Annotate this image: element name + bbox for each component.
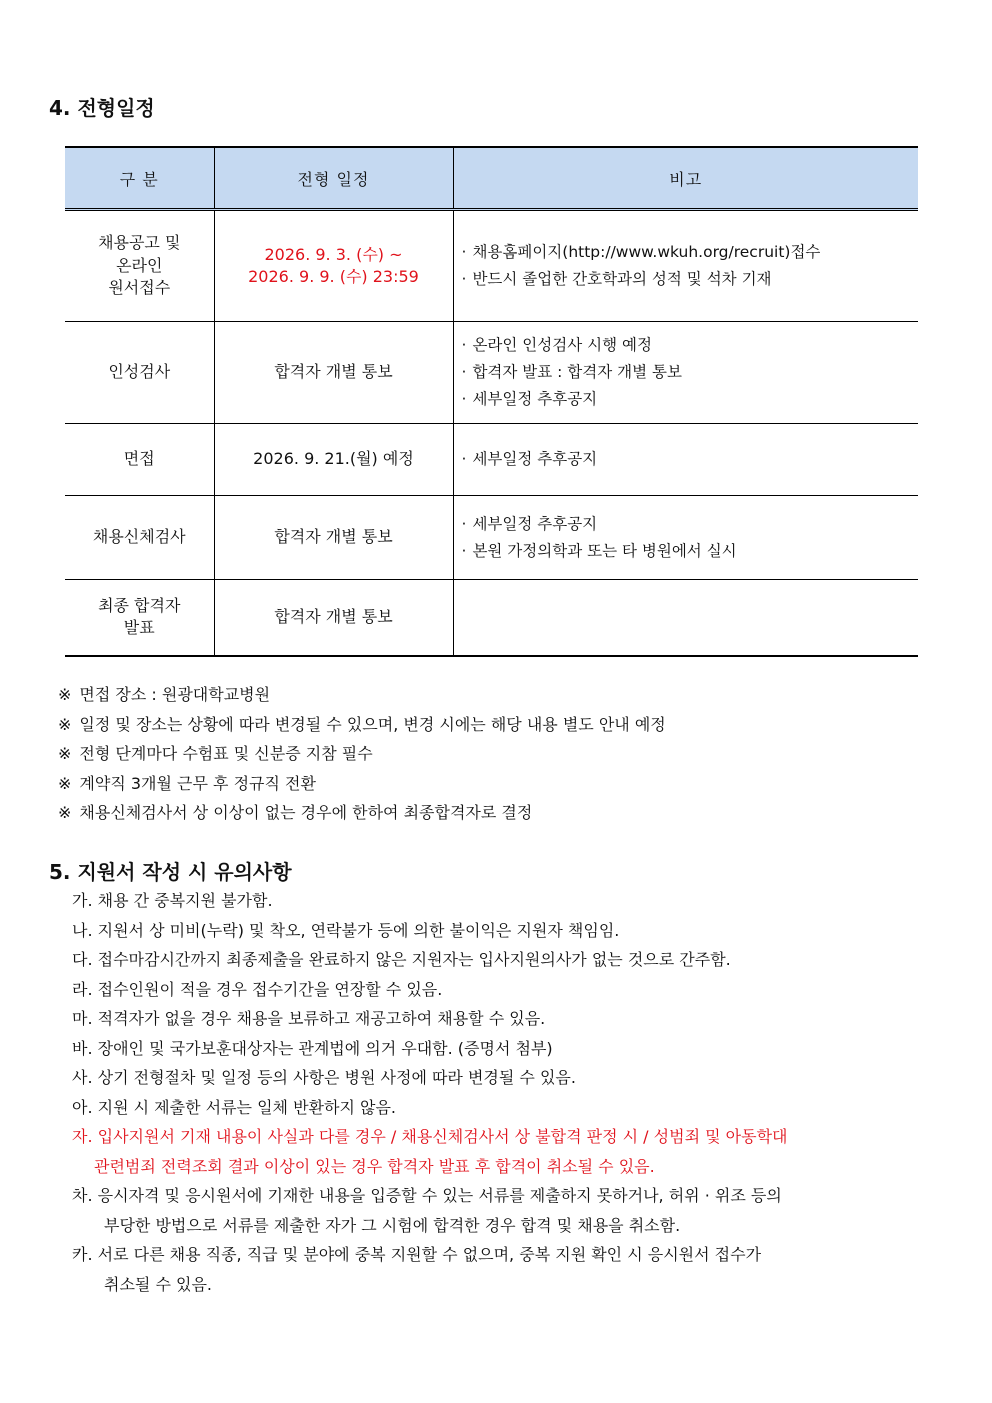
notice-item	[72, 1093, 787, 1123]
reference-mark: ※	[58, 803, 72, 822]
notice-text-continued: 관련범죄 전력조회 결과 이상이 있는 경우 합격자 발표 후 합격이 취소될 수 있음.	[94, 1156, 655, 1176]
category-text: 채용신체검사	[92, 527, 186, 547]
notice-text: 카. 서로 다른 채용 직종, 직급 및 분야에 중복 지원할 수 없으며, 중복 지원 확인 시 응시원서 접수가	[72, 1245, 762, 1264]
table-row	[65, 496, 918, 580]
row-schedule	[214, 580, 453, 656]
row-notes	[453, 210, 918, 322]
notice-text: 사. 상기 전형절차 및 일정 등의 사항은 병원 사정에 따라 변경될 수 있음.	[72, 1068, 576, 1087]
category-text: 최종 합격자 발표	[98, 595, 181, 638]
notice-text: 차. 응시자격 및 응시원서에 기재한 내용을 입증할 수 있는 서류를 제출하지 못하거나, 허위 · 위조 등의	[72, 1186, 782, 1205]
table-row	[65, 322, 918, 424]
remark-text: 계약직 3개월 근무 후 정규직 전환	[79, 773, 316, 793]
notice-text: 다. 접수마감시간까지 최종제출을 완료하지 않은 지원자는 입사지원의사가 없는 것으로 간주함.	[72, 950, 731, 969]
remarks-list	[58, 680, 666, 828]
table-row	[65, 580, 918, 656]
notice-item	[72, 916, 787, 946]
header-schedule: 전형 일정	[214, 147, 453, 210]
note-line: · 세부일정 추후공지	[462, 446, 918, 473]
section-5-title: 5. 지원서 작성 시 유의사항	[49, 860, 292, 884]
notice-text: 라. 접수인원이 적을 경우 접수기간을 연장할 수 있음.	[72, 979, 443, 999]
note-line: · 합격자 발표 : 합격자 개별 통보	[462, 359, 918, 386]
notice-item-highlight	[72, 1122, 787, 1181]
table-row	[65, 424, 918, 496]
notice-text: 아. 지원 시 제출한 서류는 일체 반환하지 않음.	[72, 1097, 396, 1117]
section-4-title: 4. 전형일정	[49, 96, 155, 120]
remark-text: 전형 단계마다 수험표 및 신분증 지참 필수	[79, 744, 373, 763]
row-category	[65, 322, 214, 424]
notice-item	[72, 975, 787, 1005]
note-line: · 온라인 인성검사 시행 예정	[462, 332, 918, 359]
category-text: 인성검사	[108, 362, 171, 382]
reference-mark: ※	[58, 744, 72, 763]
schedule-line: 2026. 9. 3. (수) ~	[264, 244, 403, 264]
reference-mark: ※	[58, 714, 72, 734]
notice-text: 나. 지원서 상 미비(누락) 및 착오, 연락불가 등에 의한 불이익은 지원자 책임임.	[72, 920, 620, 940]
notice-item	[72, 1034, 787, 1064]
remark-item	[58, 739, 666, 769]
category-text: 면접	[123, 449, 155, 469]
remark-text: 면접 장소 : 원광대학교병원	[79, 685, 271, 704]
reference-mark: ※	[58, 685, 72, 704]
row-category	[65, 496, 214, 580]
schedule-line: 합격자 개별 통보	[274, 607, 393, 627]
row-notes	[453, 496, 918, 580]
notice-text: 마. 적격자가 없을 경우 채용을 보류하고 재공고하여 채용할 수 있음.	[72, 1009, 546, 1028]
notice-text: 바. 장애인 및 국가보훈대상자는 관계법에 의거 우대함. (증명서 첨부)	[72, 1038, 553, 1058]
schedule-table	[65, 146, 918, 657]
remark-item	[58, 798, 666, 828]
category-text: 채용공고 및 온라인 원서접수	[98, 233, 181, 298]
row-notes	[453, 322, 918, 424]
table-row	[65, 210, 918, 322]
notice-item	[72, 1063, 787, 1093]
row-category	[65, 424, 214, 496]
row-schedule	[214, 322, 453, 424]
remark-item	[58, 769, 666, 799]
header-category: 구 분	[65, 147, 214, 210]
schedule-line: 2026. 9. 9. (수) 23:59	[248, 267, 419, 286]
row-schedule	[214, 424, 453, 496]
notice-list	[72, 886, 787, 1299]
notice-text: 자. 입사지원서 기재 내용이 사실과 다를 경우 / 채용신체검사서 상 불합격 판정 시 / 성범죄 및 아동학대	[72, 1127, 788, 1146]
row-schedule	[214, 496, 453, 580]
notice-item	[72, 1181, 787, 1240]
row-schedule	[214, 210, 453, 322]
remark-text: 채용신체검사서 상 이상이 없는 경우에 한하여 최종합격자로 결정	[79, 803, 533, 822]
header-notes: 비고	[453, 147, 918, 210]
row-notes	[453, 580, 918, 656]
schedule-line: 합격자 개별 통보	[274, 362, 393, 382]
remark-item	[58, 710, 666, 740]
notice-item	[72, 1240, 787, 1299]
notice-text-continued: 취소될 수 있음.	[104, 1274, 212, 1294]
reference-mark: ※	[58, 773, 72, 793]
row-notes	[453, 424, 918, 496]
notice-item	[72, 886, 787, 916]
note-line: · 세부일정 추후공지	[462, 511, 918, 538]
notice-text-continued: 부당한 방법으로 서류를 제출한 자가 그 시험에 합격한 경우 합격 및 채용을 취소함.	[104, 1215, 681, 1235]
note-line: · 채용홈페이지(http://www.wkuh.org/recruit)접수	[462, 239, 918, 266]
schedule-line: 2026. 9. 21.(월) 예정	[253, 449, 414, 469]
notice-text: 가. 채용 간 중복지원 불가함.	[72, 891, 273, 910]
remark-text: 일정 및 장소는 상황에 따라 변경될 수 있으며, 변경 시에는 해당 내용 별도 안내 예정	[79, 714, 666, 734]
row-category	[65, 210, 214, 322]
remark-item	[58, 680, 666, 710]
table-header-row	[65, 147, 918, 210]
note-line: · 반드시 졸업한 간호학과의 성적 및 석차 기재	[462, 266, 918, 293]
row-category	[65, 580, 214, 656]
note-line: · 세부일정 추후공지	[462, 386, 918, 413]
schedule-line: 합격자 개별 통보	[274, 527, 393, 547]
notice-item	[72, 945, 787, 975]
note-line: · 본원 가정의학과 또는 타 병원에서 실시	[462, 538, 918, 565]
notice-item	[72, 1004, 787, 1034]
